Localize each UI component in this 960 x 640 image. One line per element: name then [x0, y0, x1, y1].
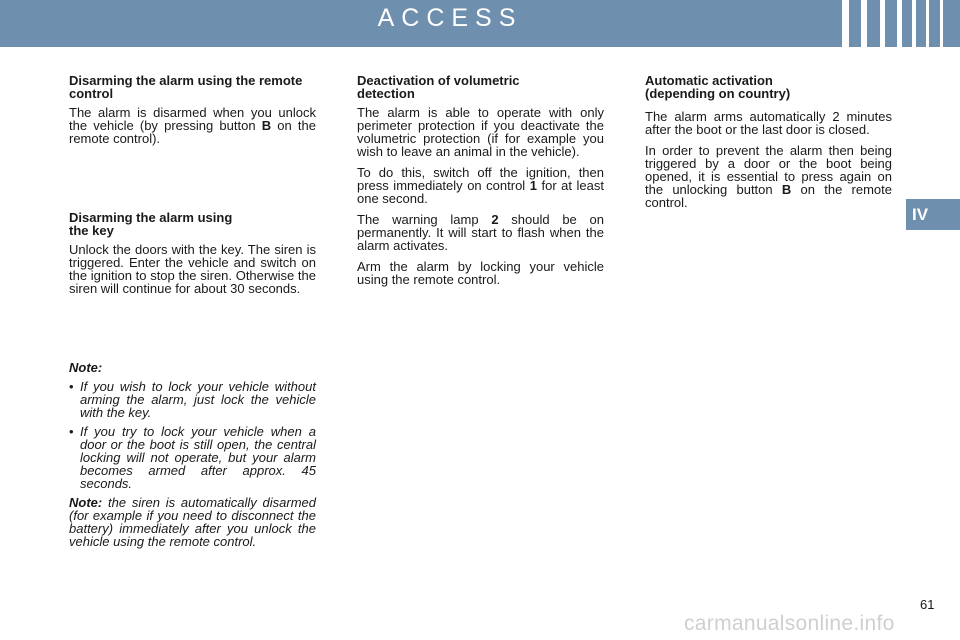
heading-disarm-key: Disarming the alarm using the key — [69, 210, 233, 238]
paragraph: The warning lamp 2 should be on permanently. It will start to flash when the alarm activates. — [357, 212, 604, 253]
note-label: Note: — [69, 360, 103, 375]
section-title: ACCESS — [377, 4, 523, 32]
heading-deactivation: Deactivation of volumetric detection — [357, 73, 520, 101]
paragraph: To do this, switch off the ignition, then press immediately on control 1 for at least one second. — [357, 165, 604, 206]
heading-disarm-remote: Disarming the alarm using the remote control — [69, 73, 303, 101]
column-middle — [357, 74, 604, 294]
header-stripe — [880, 0, 885, 47]
header-stripe — [926, 0, 929, 47]
header-stripe — [842, 0, 849, 47]
note-bullet: • If you try to lock your vehicle when a door or the boot is still open, the central locking will not operate, but your alarm becomes armed after approx. 45 seconds. — [69, 425, 316, 490]
note-paragraph: Note: the siren is automatically disarmed (for example if you need to disconnect the battery) immediately after you unlock the vehicle using the remote control. — [69, 495, 316, 549]
note-bullet: • If you wish to lock your vehicle without arming the alarm, just lock the vehicle with the key. — [69, 380, 316, 419]
header-stripe — [897, 0, 902, 47]
paragraph: Arm the alarm by locking your vehicle using the remote control. — [357, 259, 604, 287]
header-stripe — [912, 0, 916, 47]
chapter-tab: IV — [906, 199, 960, 230]
header-stripe — [861, 0, 867, 47]
page-header — [0, 0, 960, 47]
column-right — [645, 74, 892, 217]
paragraph: Unlock the doors with the key. The siren is triggered. Enter the vehicle and switch on the ignition to stop the siren. Otherwise the siren will continue for about 30 seconds. — [69, 242, 316, 296]
paragraph: In order to prevent the alarm then being triggered by a door or the boot being opened, it is essential to press again on the unlocking button B on the remote control. — [645, 143, 893, 210]
paragraph: The alarm is able to operate with only perimeter protection if you deactivate the volumetric protection (if for example you wish to leave an animal in the vehicle). — [357, 105, 604, 159]
header-stripe — [940, 0, 943, 47]
watermark: carmanualsonline.info — [684, 612, 895, 635]
paragraph: The alarm is disarmed when you unlock the vehicle (by pressing button B on the remote control). — [69, 105, 316, 146]
paragraph: The alarm arms automatically 2 minutes after the boot or the last door is closed. — [645, 109, 892, 137]
heading-automatic-activation: Automatic activation (depending on country) — [645, 73, 791, 101]
column-left — [69, 74, 316, 556]
page-number: 61 — [920, 597, 935, 612]
